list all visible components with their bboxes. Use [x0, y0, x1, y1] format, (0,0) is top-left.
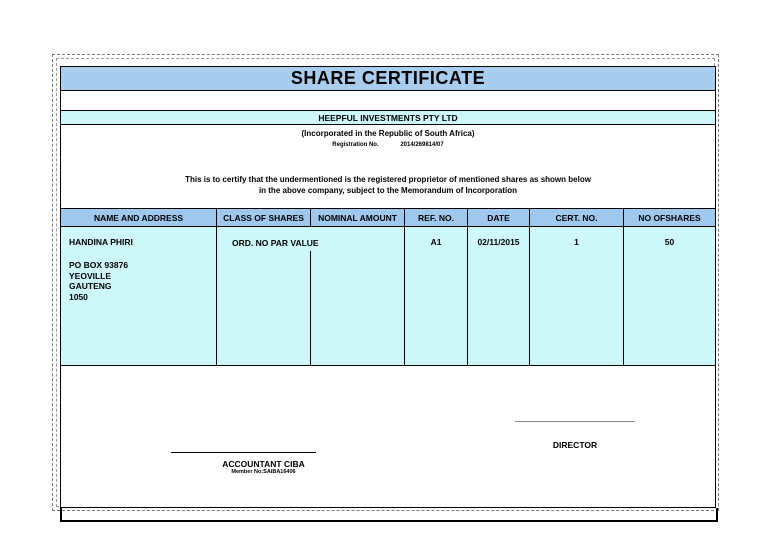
column-divider	[623, 209, 624, 226]
registration-line	[61, 142, 715, 148]
column-divider	[310, 209, 311, 226]
column-divider	[529, 227, 530, 365]
certificate-title: SHARE CERTIFICATE	[61, 67, 715, 91]
address-line: YEOVILLE	[69, 270, 112, 281]
director-label: DIRECTOR	[552, 440, 598, 450]
header-cert-no: CERT. NO.	[555, 212, 598, 223]
spacer-row	[61, 91, 715, 111]
holder-name: HANDINA PHIRI	[69, 237, 133, 247]
certify-line-1: This is to certify that the undermentioned is the registered proprietor of mentioned shares as shown below	[185, 175, 591, 184]
date-value: 02/11/2015	[477, 237, 520, 247]
holder-address	[69, 260, 128, 302]
class-of-shares-value: ORD. NO PAR VALUE	[232, 238, 319, 248]
address-line: PO BOX 93876	[69, 260, 129, 270]
no-of-shares-value: 50	[664, 237, 675, 247]
accountant-label: ACCOUNTANT CIBA	[222, 459, 305, 469]
director-signature-line	[515, 421, 635, 422]
accountant-member-no: Member No:SAIBA16406	[231, 469, 296, 475]
header-no-of-shares: NO OFSHARES	[638, 212, 701, 223]
header-date: DATE	[487, 212, 510, 223]
column-divider	[529, 209, 530, 226]
certify-line-2: in the above company, subject to the Memorandum of Incorporation	[258, 186, 518, 195]
registration-label: Registration No.	[332, 142, 379, 148]
certify-statement	[61, 174, 715, 196]
share-certificate	[60, 66, 716, 508]
ref-no-value: A1	[430, 237, 442, 247]
header-nominal-amount: NOMINAL AMOUNT	[318, 212, 397, 223]
cert-no-value: 1	[574, 237, 579, 247]
header-ref-no: REF. NO.	[418, 212, 454, 223]
column-divider	[216, 227, 217, 365]
company-name: HEEPFUL INVESTMENTS PTY LTD	[61, 111, 715, 125]
incorporation-note: (Incorporated in the Republic of South Africa)	[301, 129, 475, 138]
table-row	[61, 227, 715, 366]
column-divider	[623, 227, 624, 365]
registration-number: 2014/269814/07	[400, 142, 444, 148]
frame-bottom-line	[60, 520, 718, 522]
accountant-signature-line	[171, 452, 316, 453]
column-divider	[404, 227, 405, 365]
address-line: 1050	[69, 291, 88, 302]
shares-table-header	[61, 208, 715, 227]
header-name-address: NAME AND ADDRESS	[93, 212, 184, 223]
column-divider	[216, 209, 217, 226]
column-divider	[467, 209, 468, 226]
header-class-of-shares: CLASS OF SHARES	[223, 212, 304, 223]
column-divider	[404, 209, 405, 226]
address-line: GAUTENG	[69, 281, 112, 291]
column-divider	[310, 251, 311, 365]
column-divider	[467, 227, 468, 365]
